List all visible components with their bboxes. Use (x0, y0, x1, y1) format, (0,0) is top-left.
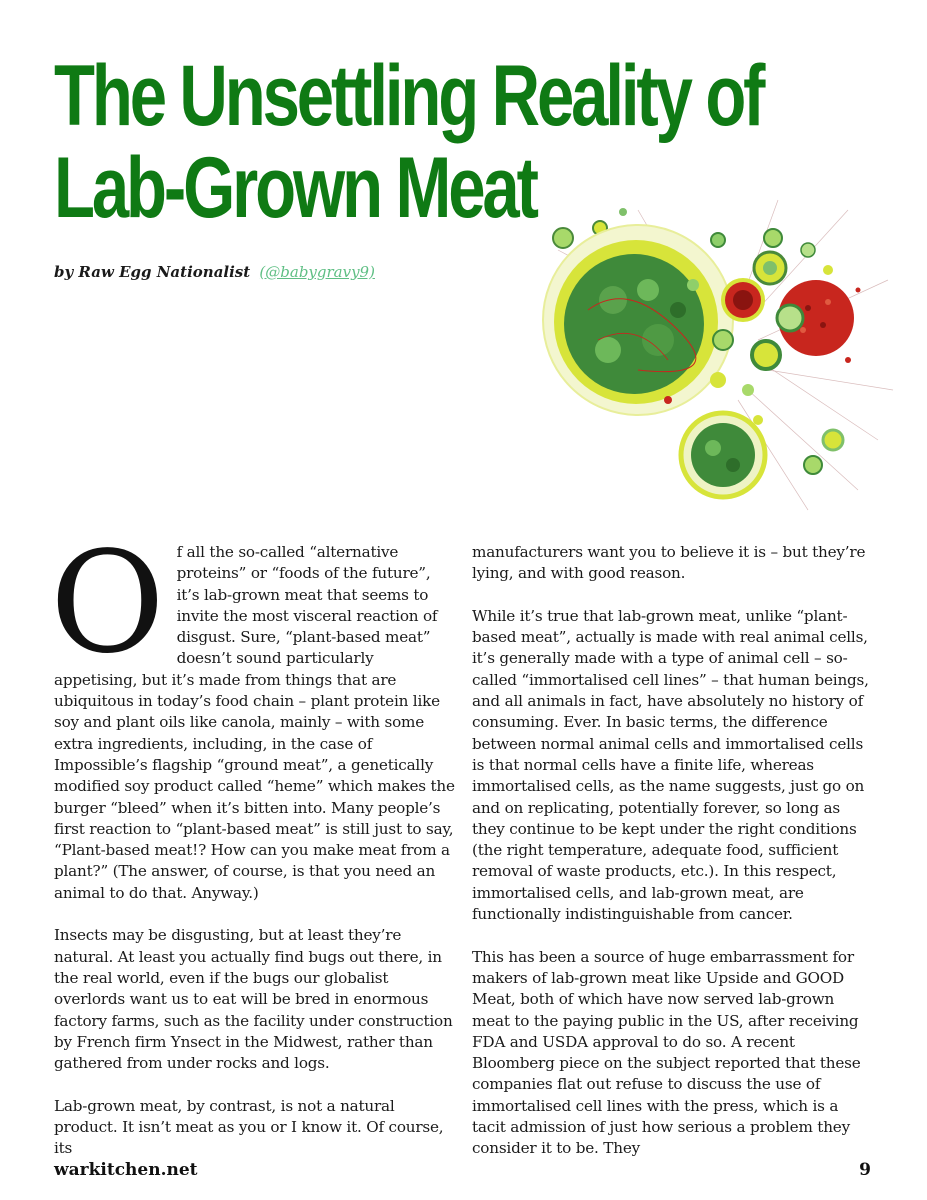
drop-cap: O (50, 522, 165, 685)
paragraph: manufacturers want you to believe it is – but they’re lying, and with good reason. (472, 543, 866, 583)
title-line-2: Lab-Grown Meat (54, 140, 536, 236)
body-column-left (50, 522, 456, 1181)
byline (54, 263, 375, 281)
page-number: 9 (859, 1160, 871, 1180)
paragraph: Lab-grown meat, by contrast, is not a natural product. It isn’t meat as you or I know it. Of course, its (54, 1096, 444, 1158)
cell-illustration (518, 190, 898, 520)
byline-author: by Raw Egg Nationalist (54, 263, 251, 281)
body-column-right (472, 542, 874, 1181)
paragraph: Of all the so-called “alternative proteins” or “foods of the future”, it’s lab-grown meat that seems to invite the most visceral reaction of disgust. Sure, “plant-based meat” doesn’t sound particularly appetising, but it’s made from things that are ubiquitous in today’s food chain – plant protein like soy and plant oils like canola, mainly – with some extra ingredients, including, in the case of Impossible’s flagship “ground meat”, a genetically modified soy product called “heme” which makes the burger “bleed” when it’s bitten into. Many people’s first reaction to “plant-based meat” is still just to say, “Plant-based meat!? How can you make meat from a plant?” (The answer, of course, is that you need an animal to do that. Anyway.) (50, 522, 455, 902)
title-line-1: The Unsettling Reality of (54, 48, 763, 144)
footer-site-link[interactable]: warkitchen.net (54, 1160, 198, 1180)
paragraph: While it’s true that lab-grown meat, unlike “plant-based meat”, actually is made with real animal cells, it’s generally made with a type of animal cell – so-called “immortalised cell lines” – that human beings, and all animals in fact, have absolutely no history of consuming. Ever. In basic terms, the difference between normal animal cells and immortalised cells is that normal cells have a finite life, whereas immortalised cells, as the name suggests, just go on and on replicating, potentially forever, so long as they continue to be kept under the right conditions (the right temperature, adequate food, sufficient removal of waste products, etc.). In this respect, immortalised cells, and lab-grown meat, are functionally indistinguishable from cancer. (472, 606, 869, 924)
author-handle-link[interactable]: (@babygravy9) (259, 263, 375, 281)
paragraph: This has been a source of huge embarrassment for makers of lab-grown meat like Upside and GOOD Meat, both of which have now served lab-grown meat to the paying public in the US, after receiving FDA and USDA approval to do so. A recent Bloomberg piece on the subject reported that these companies flat out refuse to discuss the use of immortalised cell lines with the press, which is a tacit admission of just how serious a problem they consider it to be. They (472, 947, 861, 1158)
paragraph: Insects may be disgusting, but at least they’re natural. At least you actually find bugs out there, in the real world, even if the bugs our globalist overlords want us to eat will be bred in enormous factory farms, such as the facility under construction by French firm Ynsect in the Midwest, rather than gathered from under rocks and logs. (54, 926, 453, 1073)
